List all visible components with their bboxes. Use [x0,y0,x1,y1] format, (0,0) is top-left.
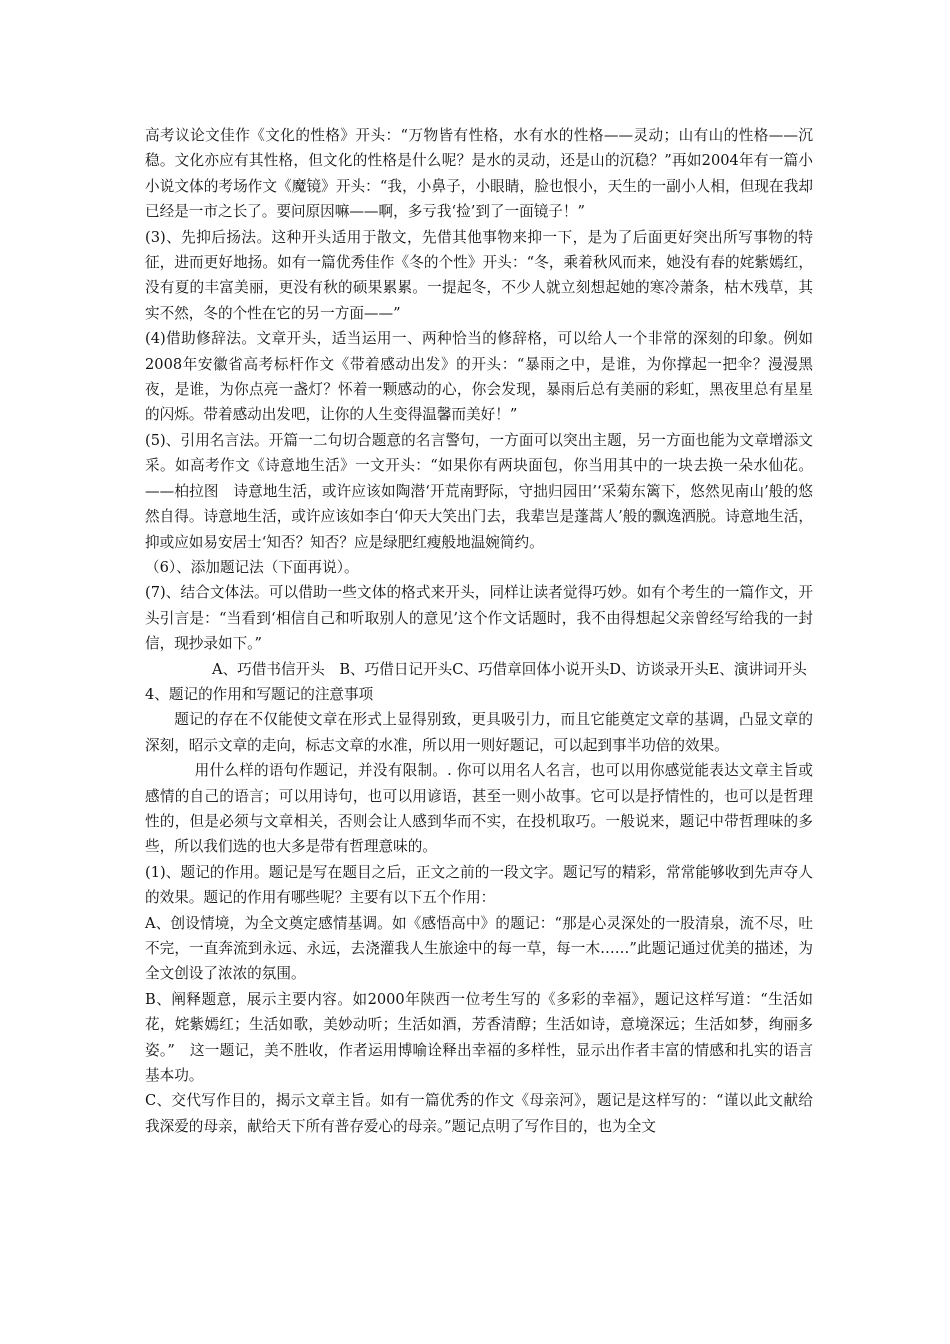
paragraph-role-c: C、交代写作目的，揭示文章主旨。如有一篇优秀的作文《母亲河》，题记是这样写的：“谨以此文献给我深爱的母亲，献给天下所有普存爱心的母亲。”题记点明了写作目的，也为全文 [145,1092,813,1135]
paragraph-format-options: A、巧借书信开头 B、巧借日记开头C、巧借章回体小说开头D、访谈录开头E、演讲词开头 [212,660,807,678]
paragraph-method-5: (5)、引用名言法。开篇一二句切合题意的名言警句，一方面可以突出主题，另一方面也能为文章增添文采。如高考作文《诗意地生活》一文开头：“如果你有两块面包，你当用其中的一块去换一朵水仙花。——柏拉图 诗意地生活，或许应该如陶潜‘开荒南野际，守拙归园田’‘采菊东篱下，悠然见南山’般的悠然自得。诗意地生活，或许应该如李白‘仰天大笑出门去，我辈岂是蓬蒿人’般的飘逸洒脱。诗意地生活，抑或应如易安居士‘知否？知否？应是绿肥红瘦般地温婉简约。 [145,431,813,551]
paragraph-epigraph-role: (1)、题记的作用。题记是写在题目之后，正文之前的一段文字。题记写的精彩，常常能够收到先声夺人的效果。题记的作用有哪些呢？主要有以下五个作用： [145,863,813,907]
paragraph-epigraph-sentences: 用什么样的语句作题记，并没有限制。. 你可以用名人名言，也可以用你感觉能表达文章主旨或感情的自己的语言；可以用诗句，也可以用谚语，甚至一则小故事。它可以是抒情性的，也可以是哲理性的，但是必须与文章相关，否则会让人感到华而不实，在投机取巧。一般说来，题记中带哲理味的多些，所以我们选的也大多是带有哲理意味的。 [145,762,813,856]
paragraph-opening-examples: 高考议论文佳作《文化的性格》开头：“万物皆有性格，水有水的性格——灵动；山有山的性格——沉稳。文化亦应有其性格，但文化的性格是什么呢？是水的灵动，还是山的沉稳？”再如2004年有一篇小小说文体的考场作文《魔镜》开头：“我，小鼻子，小眼睛，脸也恨小，天生的一副小人相，但现在我却已经是一市之长了。要问原因嘛——啊，多亏我‘捡’到了一面镜子！” [145,127,813,221]
paragraph-method-7: (7)、结合文体法。可以借助一些文体的格式来开头，同样让读者觉得巧妙。如有个考生的一篇作文，开头引言是：“当看到‘相信自己和听取别人的意见’这个作文话题时，我不由得想起父亲曾经写给我的一封信，现抄录如下。” [145,584,813,653]
paragraph-method-6: （6）、添加题记法（下面再说）。 [145,558,359,576]
paragraph-role-b: B、阐释题意，展示主要内容。如2000年陕西一位考生写的《多彩的幸福》，题记这样写道：“生活如花，姹紫嫣红；生活如歌，美妙动听；生活如酒，芳香清醇；生活如诗，意境深远；生活如梦，绚丽多姿。” 这一题记，美不胜收，作者运用博喻诠释出幸福的多样性，显示出作者丰富的情感和扎实的语言基本功。 [145,990,813,1085]
paragraph-epigraph-intro: 题记的存在不仅能使文章在形式上显得别致，更具吸引力，而且它能奠定文章的基调，凸显文章的深刻，昭示文章的走向，标志文章的水准，所以用一则好题记，可以起到事半功倍的效果。 [145,711,813,754]
paragraph-method-3: (3)、先抑后扬法。这种开头适用于散文，先借其他事物来抑一下，是为了后面更好突出所写事物的特征，进而更好地扬。如有一篇优秀佳作《冬的个性》开头：“冬，乘着秋风而来，她没有春的姹紫嫣红，没有夏的丰富美丽，更没有秋的硕果累累。一提起冬，不少人就立刻想起她的寒冷萧条，枯木残草，其实不然，冬的个性在它的另一方面——” [145,228,813,322]
document-page [145,123,813,1139]
paragraph-method-4: (4)借助修辞法。文章开头，适当运用一、两种恰当的修辞格，可以给人一个非常的深刻的印象。例如2008年安徽省高考标杆作文《带着感动出发》的开头：“暴雨之中，是谁，为你撑起一把伞？漫漫黑夜，是谁，为你点亮一盏灯？怀着一颗感动的心，你会发现，暴雨后总有美丽的彩虹，黑夜里总有星星的闪烁。带着感动出发吧，让你的人生变得温馨而美好！” [145,330,813,424]
section-heading-4: 4、题记的作用和写题记的注意事项 [145,685,374,703]
paragraph-role-a: A、创设情境，为全文奠定感情基调。如《感悟高中》的题记：“那是心灵深处的一股清泉，流不尽，吐不完，一直奔流到永远、永远，去浇灌我人生旅途中的每一草，每一木……”此题记通过优美的描述，为全文创设了浓浓的氛围。 [145,914,813,983]
